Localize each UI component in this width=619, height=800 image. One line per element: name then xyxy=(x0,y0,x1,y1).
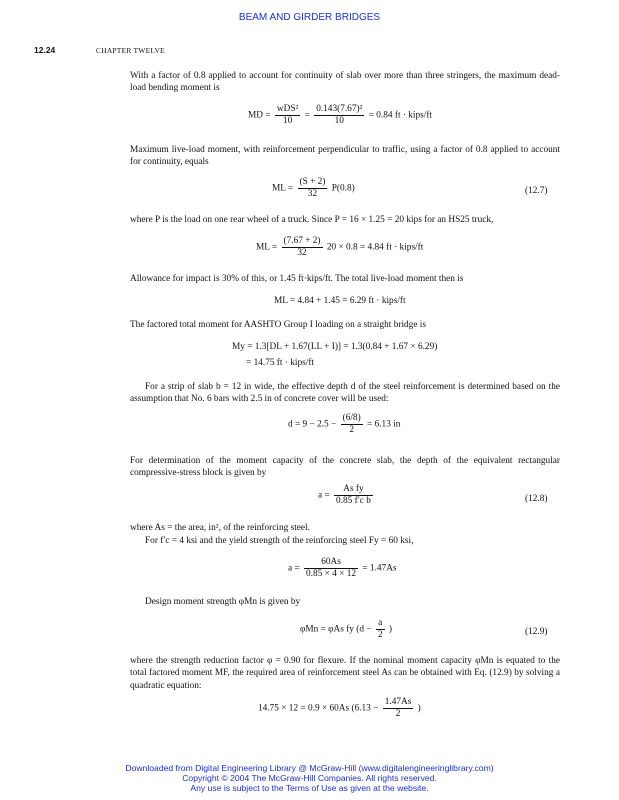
eq-md-mid: = xyxy=(304,110,310,121)
fraction xyxy=(275,104,300,127)
equation-my-line1: My = 1.3[DL + 1.67(LL + I)] = 1.3(0.84 + 1.67 × 6.29) xyxy=(232,342,438,352)
paragraph: With a factor of 0.8 applied to account for continuity of slab over more than three stringers, the maximum dead-load bending moment is xyxy=(130,71,560,94)
fraction xyxy=(314,104,364,127)
eq-md-f1-num: wDS² xyxy=(276,104,299,114)
fraction xyxy=(304,557,358,580)
paragraph: The factored total moment for AASHTO Group I loading on a straight bridge is xyxy=(130,320,426,330)
eq-q-lhs: 14.75 × 12 = 0.9 × 60As xyxy=(258,703,350,714)
eq-ml2-num: (7.67 + 2) xyxy=(283,236,321,246)
paragraph: where P is the load on one rear wheel of a truck. Since P = 16 × 1.25 = 20 kips for an HS25 truck, xyxy=(130,215,494,225)
eq-a2-rhs: = 1.47As xyxy=(362,563,397,574)
eq-a-lhs: a = xyxy=(318,490,330,501)
eq-md-f2-den: 10 xyxy=(334,116,344,126)
eq-d-lhs: d = 9 − 2.5 − xyxy=(288,419,337,430)
paragraph: Design moment strength φMn is given by xyxy=(145,597,301,607)
equation-phi-mn xyxy=(300,618,392,641)
eq-phi-close: ) xyxy=(388,624,393,635)
eq-ml-rhs: P(0.8) xyxy=(331,183,355,194)
eq-a-num: As fy xyxy=(334,484,373,496)
paragraph: For f′c = 4 ksi and the yield strength of the reinforcing steel Fy = 60 ksi, xyxy=(145,536,414,546)
footer-download-link[interactable]: Downloaded from Digital Engineering Library @ McGraw-Hill (www.digitalengineeringlibrary.com) xyxy=(125,763,494,773)
eq-md-lhs: MD = xyxy=(248,110,271,121)
eq-ml-lhs: ML = xyxy=(272,183,294,194)
eq-a2-num: 60As xyxy=(304,557,358,569)
eq-phi-open: (d − xyxy=(356,624,372,635)
eq-ml2-lhs: ML = xyxy=(256,242,278,253)
eq-a-den: 0.85 f′c b xyxy=(336,496,371,506)
eq-ml-num: (S + 2) xyxy=(299,177,326,187)
equation-a-numeric xyxy=(288,557,397,580)
fraction xyxy=(376,618,385,641)
equation-number: (12.7) xyxy=(525,186,548,196)
footer-copyright: Copyright © 2004 The McGraw-Hill Companies. All rights reserved. xyxy=(182,773,437,783)
equation-ml xyxy=(272,177,355,200)
eq-ml2-den: 32 xyxy=(297,248,307,258)
equation-my-line2: = 14.75 ft · kips/ft xyxy=(246,358,314,368)
paragraph: Allowance for impact is 30% of this, or 1.45 ft·kips/ft. The total live-load moment then is xyxy=(130,274,464,284)
eq-q-open: (6.13 − xyxy=(351,703,379,714)
paragraph: where As = the area, in², of the reinforcing steel. xyxy=(130,523,310,533)
eq-ml2-rhs: 20 × 0.8 = 4.84 ft · kips/ft xyxy=(326,242,424,253)
paragraph: For determination of the moment capacity of the concrete slab, the depth of the equivalent rectangular compressive-stress block is given by xyxy=(130,456,560,479)
equation-md xyxy=(248,104,432,127)
fraction xyxy=(383,697,414,720)
equation-ml-total: ML = 4.84 + 1.45 = 6.29 ft · kips/ft xyxy=(274,296,406,306)
fraction xyxy=(341,413,363,436)
eq-q-num: 1.47As xyxy=(384,697,412,707)
equation-a xyxy=(318,484,375,507)
eq-d-den: 2 xyxy=(349,425,354,435)
eq-ml-den: 32 xyxy=(307,189,318,199)
eq-a2-den: 0.85 × 4 × 12 xyxy=(306,569,357,579)
eq-phi-den: 2 xyxy=(377,630,383,640)
eq-q-den: 2 xyxy=(395,709,401,719)
eq-q-close: ) xyxy=(417,703,421,714)
equation-number: (12.9) xyxy=(525,627,548,637)
equation-d xyxy=(288,413,400,436)
equation-number: (12.8) xyxy=(525,494,548,504)
page-number: 12.24 xyxy=(34,45,56,55)
fraction xyxy=(334,484,373,507)
eq-phi-num: a xyxy=(376,618,385,630)
eq-a2-lhs: a = xyxy=(288,563,300,574)
footer-terms: Any use is subject to the Terms of Use as given at the website. xyxy=(190,783,429,793)
eq-md-f2-num: 0.143(7.67)² xyxy=(316,104,363,114)
eq-phi-lhs: φMn = φAs fy xyxy=(300,624,354,635)
paragraph: where the strength reduction factor φ = 0.90 for flexure. If the nominal moment capacity φMn is equated to the total factored moment MF, the required area of reinforcement steel As can be obtained with Eq. (12.9) by solving a quadratic equation: xyxy=(130,656,560,691)
paragraph: Maximum live-load moment, with reinforcement perpendicular to traffic, using a factor of 0.8 applied to account for continuity, equals xyxy=(130,145,560,168)
chapter-label: CHAPTER TWELVE xyxy=(96,46,165,55)
eq-md-f1-den: 10 xyxy=(282,116,293,126)
eq-d-rhs: = 6.13 in xyxy=(367,419,401,430)
running-header: BEAM AND GIRDER BRIDGES xyxy=(238,12,381,23)
equation-ml-numeric xyxy=(256,236,423,259)
fraction xyxy=(282,236,323,259)
eq-md-rhs: = 0.84 ft · kips/ft xyxy=(368,110,433,121)
eq-d-num: (6/8) xyxy=(342,413,361,423)
fraction xyxy=(298,177,328,200)
equation-quadratic xyxy=(258,697,421,720)
paragraph: For a strip of slab b = 12 in wide, the effective depth d of the steel reinforcement is determined based on the assumption that No. 6 bars with 2.5 in of concrete cover will be used: xyxy=(130,382,560,405)
